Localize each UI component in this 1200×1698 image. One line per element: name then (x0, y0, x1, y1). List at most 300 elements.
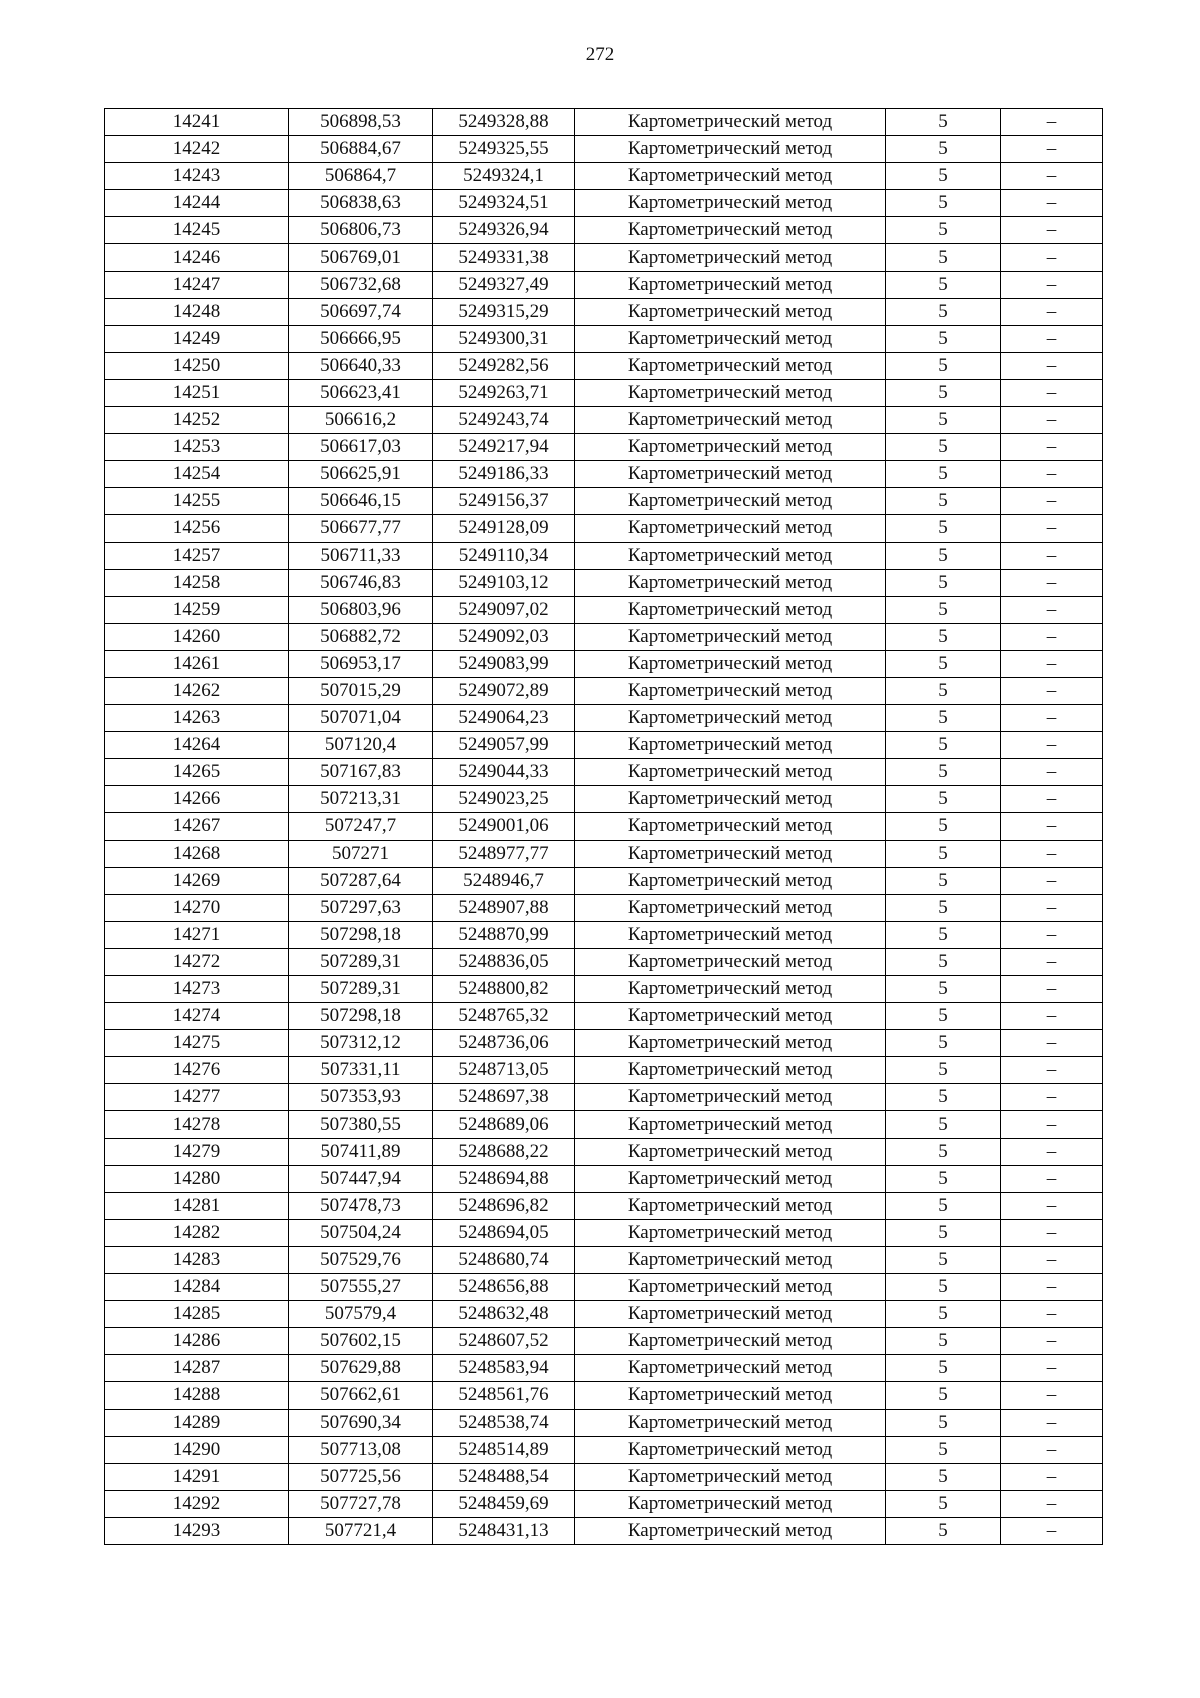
accuracy-cell: 5 (886, 461, 1001, 488)
method-cell: Картометрический метод (575, 1409, 886, 1436)
y-coordinate-cell: 5249315,29 (433, 298, 575, 325)
table-row (105, 379, 1103, 406)
accuracy-cell: 5 (886, 1057, 1001, 1084)
note-cell: – (1001, 163, 1103, 190)
accuracy-cell: 5 (886, 867, 1001, 894)
note-cell: – (1001, 1355, 1103, 1382)
note-cell: – (1001, 786, 1103, 813)
accuracy-cell: 5 (886, 379, 1001, 406)
accuracy-cell: 5 (886, 1084, 1001, 1111)
x-coordinate-cell: 507725,56 (289, 1463, 433, 1490)
point-number-cell: 14265 (105, 759, 289, 786)
y-coordinate-cell: 5248836,05 (433, 948, 575, 975)
y-coordinate-cell: 5249243,74 (433, 407, 575, 434)
point-number-cell: 14293 (105, 1517, 289, 1544)
table-row (105, 921, 1103, 948)
table-row (105, 1409, 1103, 1436)
point-number-cell: 14276 (105, 1057, 289, 1084)
note-cell: – (1001, 190, 1103, 217)
x-coordinate-cell: 507629,88 (289, 1355, 433, 1382)
note-cell: – (1001, 948, 1103, 975)
y-coordinate-cell: 5248561,76 (433, 1382, 575, 1409)
method-cell: Картометрический метод (575, 569, 886, 596)
note-cell: – (1001, 1463, 1103, 1490)
y-coordinate-cell: 5249001,06 (433, 813, 575, 840)
method-cell: Картометрический метод (575, 1165, 886, 1192)
x-coordinate-cell: 507602,15 (289, 1328, 433, 1355)
method-cell: Картометрический метод (575, 298, 886, 325)
point-number-cell: 14259 (105, 596, 289, 623)
note-cell: – (1001, 867, 1103, 894)
table-row (105, 840, 1103, 867)
note-cell: – (1001, 840, 1103, 867)
accuracy-cell: 5 (886, 786, 1001, 813)
note-cell: – (1001, 461, 1103, 488)
point-number-cell: 14241 (105, 109, 289, 136)
table-row (105, 1111, 1103, 1138)
table-row (105, 407, 1103, 434)
y-coordinate-cell: 5249326,94 (433, 217, 575, 244)
table-row (105, 325, 1103, 352)
note-cell: – (1001, 623, 1103, 650)
accuracy-cell: 5 (886, 759, 1001, 786)
accuracy-cell: 5 (886, 1030, 1001, 1057)
point-number-cell: 14288 (105, 1382, 289, 1409)
accuracy-cell: 5 (886, 1328, 1001, 1355)
y-coordinate-cell: 5248680,74 (433, 1246, 575, 1273)
method-cell: Картометрический метод (575, 813, 886, 840)
x-coordinate-cell: 506898,53 (289, 109, 433, 136)
method-cell: Картометрический метод (575, 1301, 886, 1328)
accuracy-cell: 5 (886, 623, 1001, 650)
point-number-cell: 14258 (105, 569, 289, 596)
y-coordinate-cell: 5249072,89 (433, 677, 575, 704)
x-coordinate-cell: 507312,12 (289, 1030, 433, 1057)
method-cell: Картометрический метод (575, 596, 886, 623)
y-coordinate-cell: 5248697,38 (433, 1084, 575, 1111)
y-coordinate-cell: 5248907,88 (433, 894, 575, 921)
accuracy-cell: 5 (886, 190, 1001, 217)
accuracy-cell: 5 (886, 1246, 1001, 1273)
accuracy-cell: 5 (886, 650, 1001, 677)
accuracy-cell: 5 (886, 515, 1001, 542)
y-coordinate-cell: 5248946,7 (433, 867, 575, 894)
point-number-cell: 14287 (105, 1355, 289, 1382)
x-coordinate-cell: 507287,64 (289, 867, 433, 894)
y-coordinate-cell: 5248765,32 (433, 1003, 575, 1030)
method-cell: Картометрический метод (575, 515, 886, 542)
table-row (105, 1165, 1103, 1192)
page-number: 272 (585, 44, 615, 65)
method-cell: Картометрический метод (575, 163, 886, 190)
table-row (105, 1246, 1103, 1273)
table-row (105, 1084, 1103, 1111)
accuracy-cell: 5 (886, 1219, 1001, 1246)
accuracy-cell: 5 (886, 163, 1001, 190)
method-cell: Картометрический метод (575, 948, 886, 975)
note-cell: – (1001, 515, 1103, 542)
method-cell: Картометрический метод (575, 759, 886, 786)
accuracy-cell: 5 (886, 705, 1001, 732)
table-row (105, 786, 1103, 813)
y-coordinate-cell: 5248431,13 (433, 1517, 575, 1544)
x-coordinate-cell: 506732,68 (289, 271, 433, 298)
x-coordinate-cell: 507015,29 (289, 677, 433, 704)
point-number-cell: 14264 (105, 732, 289, 759)
note-cell: – (1001, 1057, 1103, 1084)
point-number-cell: 14270 (105, 894, 289, 921)
y-coordinate-cell: 5248459,69 (433, 1490, 575, 1517)
note-cell: – (1001, 1246, 1103, 1273)
note-cell: – (1001, 407, 1103, 434)
x-coordinate-cell: 506711,33 (289, 542, 433, 569)
note-cell: – (1001, 705, 1103, 732)
y-coordinate-cell: 5248488,54 (433, 1463, 575, 1490)
method-cell: Картометрический метод (575, 136, 886, 163)
y-coordinate-cell: 5248607,52 (433, 1328, 575, 1355)
table-row (105, 136, 1103, 163)
point-number-cell: 14275 (105, 1030, 289, 1057)
point-number-cell: 14292 (105, 1490, 289, 1517)
x-coordinate-cell: 506677,77 (289, 515, 433, 542)
method-cell: Картометрический метод (575, 921, 886, 948)
note-cell: – (1001, 1003, 1103, 1030)
accuracy-cell: 5 (886, 1409, 1001, 1436)
method-cell: Картометрический метод (575, 840, 886, 867)
x-coordinate-cell: 507213,31 (289, 786, 433, 813)
x-coordinate-cell: 507411,89 (289, 1138, 433, 1165)
x-coordinate-cell: 506623,41 (289, 379, 433, 406)
y-coordinate-cell: 5248694,05 (433, 1219, 575, 1246)
point-number-cell: 14284 (105, 1274, 289, 1301)
method-cell: Картометрический метод (575, 244, 886, 271)
x-coordinate-cell: 507478,73 (289, 1192, 433, 1219)
method-cell: Картометрический метод (575, 786, 886, 813)
method-cell: Картометрический метод (575, 1111, 886, 1138)
y-coordinate-cell: 5249128,09 (433, 515, 575, 542)
y-coordinate-cell: 5249110,34 (433, 542, 575, 569)
accuracy-cell: 5 (886, 1192, 1001, 1219)
method-cell: Картометрический метод (575, 407, 886, 434)
table-row (105, 894, 1103, 921)
accuracy-cell: 5 (886, 1003, 1001, 1030)
y-coordinate-cell: 5249097,02 (433, 596, 575, 623)
y-coordinate-cell: 5248800,82 (433, 976, 575, 1003)
x-coordinate-cell: 507713,08 (289, 1436, 433, 1463)
x-coordinate-cell: 507071,04 (289, 705, 433, 732)
table-row (105, 759, 1103, 786)
y-coordinate-cell: 5248696,82 (433, 1192, 575, 1219)
x-coordinate-cell: 507579,4 (289, 1301, 433, 1328)
x-coordinate-cell: 507298,18 (289, 1003, 433, 1030)
table-row (105, 677, 1103, 704)
point-number-cell: 14261 (105, 650, 289, 677)
accuracy-cell: 5 (886, 1355, 1001, 1382)
method-cell: Картометрический метод (575, 271, 886, 298)
x-coordinate-cell: 506616,2 (289, 407, 433, 434)
accuracy-cell: 5 (886, 596, 1001, 623)
point-number-cell: 14278 (105, 1111, 289, 1138)
y-coordinate-cell: 5248688,22 (433, 1138, 575, 1165)
method-cell: Картометрический метод (575, 1328, 886, 1355)
x-coordinate-cell: 506864,7 (289, 163, 433, 190)
x-coordinate-cell: 506697,74 (289, 298, 433, 325)
method-cell: Картометрический метод (575, 1030, 886, 1057)
note-cell: – (1001, 1192, 1103, 1219)
point-number-cell: 14277 (105, 1084, 289, 1111)
x-coordinate-cell: 506838,63 (289, 190, 433, 217)
accuracy-cell: 5 (886, 1274, 1001, 1301)
table-row (105, 461, 1103, 488)
point-number-cell: 14274 (105, 1003, 289, 1030)
y-coordinate-cell: 5248632,48 (433, 1301, 575, 1328)
table-row (105, 1490, 1103, 1517)
table-row (105, 352, 1103, 379)
accuracy-cell: 5 (886, 407, 1001, 434)
note-cell: – (1001, 1030, 1103, 1057)
accuracy-cell: 5 (886, 109, 1001, 136)
x-coordinate-cell: 507289,31 (289, 948, 433, 975)
note-cell: – (1001, 325, 1103, 352)
accuracy-cell: 5 (886, 1138, 1001, 1165)
table-row (105, 515, 1103, 542)
note-cell: – (1001, 677, 1103, 704)
accuracy-cell: 5 (886, 948, 1001, 975)
method-cell: Картометрический метод (575, 461, 886, 488)
point-number-cell: 14245 (105, 217, 289, 244)
point-number-cell: 14254 (105, 461, 289, 488)
x-coordinate-cell: 507662,61 (289, 1382, 433, 1409)
note-cell: – (1001, 569, 1103, 596)
x-coordinate-cell: 506640,33 (289, 352, 433, 379)
table-row (105, 298, 1103, 325)
method-cell: Картометрический метод (575, 434, 886, 461)
x-coordinate-cell: 506882,72 (289, 623, 433, 650)
x-coordinate-cell: 507504,24 (289, 1219, 433, 1246)
method-cell: Картометрический метод (575, 894, 886, 921)
accuracy-cell: 5 (886, 1165, 1001, 1192)
point-number-cell: 14280 (105, 1165, 289, 1192)
method-cell: Картометрический метод (575, 1382, 886, 1409)
x-coordinate-cell: 507331,11 (289, 1057, 433, 1084)
note-cell: – (1001, 1328, 1103, 1355)
point-number-cell: 14251 (105, 379, 289, 406)
method-cell: Картометрический метод (575, 217, 886, 244)
y-coordinate-cell: 5249057,99 (433, 732, 575, 759)
y-coordinate-cell: 5248736,06 (433, 1030, 575, 1057)
point-number-cell: 14281 (105, 1192, 289, 1219)
accuracy-cell: 5 (886, 217, 1001, 244)
note-cell: – (1001, 813, 1103, 840)
method-cell: Картометрический метод (575, 1517, 886, 1544)
point-number-cell: 14247 (105, 271, 289, 298)
note-cell: – (1001, 542, 1103, 569)
point-number-cell: 14243 (105, 163, 289, 190)
y-coordinate-cell: 5249156,37 (433, 488, 575, 515)
note-cell: – (1001, 217, 1103, 244)
point-number-cell: 14252 (105, 407, 289, 434)
table-row (105, 217, 1103, 244)
note-cell: – (1001, 1138, 1103, 1165)
x-coordinate-cell: 506769,01 (289, 244, 433, 271)
note-cell: – (1001, 136, 1103, 163)
accuracy-cell: 5 (886, 677, 1001, 704)
x-coordinate-cell: 507167,83 (289, 759, 433, 786)
y-coordinate-cell: 5249092,03 (433, 623, 575, 650)
point-number-cell: 14286 (105, 1328, 289, 1355)
y-coordinate-cell: 5249064,23 (433, 705, 575, 732)
table-row (105, 650, 1103, 677)
y-coordinate-cell: 5249328,88 (433, 109, 575, 136)
note-cell: – (1001, 488, 1103, 515)
x-coordinate-cell: 507289,31 (289, 976, 433, 1003)
x-coordinate-cell: 507247,7 (289, 813, 433, 840)
point-number-cell: 14290 (105, 1436, 289, 1463)
table-row (105, 1301, 1103, 1328)
point-number-cell: 14256 (105, 515, 289, 542)
point-number-cell: 14269 (105, 867, 289, 894)
x-coordinate-cell: 507298,18 (289, 921, 433, 948)
y-coordinate-cell: 5249282,56 (433, 352, 575, 379)
y-coordinate-cell: 5249331,38 (433, 244, 575, 271)
accuracy-cell: 5 (886, 1382, 1001, 1409)
coordinates-table (104, 108, 1103, 1545)
x-coordinate-cell: 506666,95 (289, 325, 433, 352)
x-coordinate-cell: 507380,55 (289, 1111, 433, 1138)
method-cell: Картометрический метод (575, 109, 886, 136)
accuracy-cell: 5 (886, 1111, 1001, 1138)
table-row (105, 705, 1103, 732)
point-number-cell: 14291 (105, 1463, 289, 1490)
table-row (105, 1517, 1103, 1544)
table-row (105, 732, 1103, 759)
table-row (105, 244, 1103, 271)
point-number-cell: 14249 (105, 325, 289, 352)
point-number-cell: 14248 (105, 298, 289, 325)
note-cell: – (1001, 921, 1103, 948)
accuracy-cell: 5 (886, 136, 1001, 163)
accuracy-cell: 5 (886, 1301, 1001, 1328)
y-coordinate-cell: 5248713,05 (433, 1057, 575, 1084)
accuracy-cell: 5 (886, 352, 1001, 379)
method-cell: Картометрический метод (575, 1138, 886, 1165)
method-cell: Картометрический метод (575, 379, 886, 406)
point-number-cell: 14279 (105, 1138, 289, 1165)
table-row (105, 488, 1103, 515)
point-number-cell: 14246 (105, 244, 289, 271)
note-cell: – (1001, 1274, 1103, 1301)
point-number-cell: 14250 (105, 352, 289, 379)
note-cell: – (1001, 759, 1103, 786)
table-row (105, 1030, 1103, 1057)
x-coordinate-cell: 506953,17 (289, 650, 433, 677)
method-cell: Картометрический метод (575, 1463, 886, 1490)
x-coordinate-cell: 506746,83 (289, 569, 433, 596)
point-number-cell: 14272 (105, 948, 289, 975)
method-cell: Картометрический метод (575, 1057, 886, 1084)
y-coordinate-cell: 5248583,94 (433, 1355, 575, 1382)
table-row (105, 1219, 1103, 1246)
y-coordinate-cell: 5249300,31 (433, 325, 575, 352)
table-row (105, 1355, 1103, 1382)
method-cell: Картометрический метод (575, 488, 886, 515)
table-row (105, 948, 1103, 975)
point-number-cell: 14260 (105, 623, 289, 650)
method-cell: Картометрический метод (575, 732, 886, 759)
x-coordinate-cell: 506884,67 (289, 136, 433, 163)
point-number-cell: 14267 (105, 813, 289, 840)
point-number-cell: 14263 (105, 705, 289, 732)
note-cell: – (1001, 244, 1103, 271)
point-number-cell: 14242 (105, 136, 289, 163)
x-coordinate-cell: 506617,03 (289, 434, 433, 461)
note-cell: – (1001, 434, 1103, 461)
x-coordinate-cell: 507727,78 (289, 1490, 433, 1517)
x-coordinate-cell: 507555,27 (289, 1274, 433, 1301)
accuracy-cell: 5 (886, 244, 1001, 271)
note-cell: – (1001, 379, 1103, 406)
note-cell: – (1001, 1301, 1103, 1328)
y-coordinate-cell: 5249324,51 (433, 190, 575, 217)
table-row (105, 1436, 1103, 1463)
accuracy-cell: 5 (886, 894, 1001, 921)
note-cell: – (1001, 894, 1103, 921)
x-coordinate-cell: 506806,73 (289, 217, 433, 244)
method-cell: Картометрический метод (575, 1084, 886, 1111)
table-row (105, 163, 1103, 190)
accuracy-cell: 5 (886, 921, 1001, 948)
note-cell: – (1001, 1409, 1103, 1436)
note-cell: – (1001, 1111, 1103, 1138)
point-number-cell: 14255 (105, 488, 289, 515)
table-row (105, 109, 1103, 136)
table-row (105, 271, 1103, 298)
x-coordinate-cell: 507353,93 (289, 1084, 433, 1111)
method-cell: Картометрический метод (575, 1490, 886, 1517)
y-coordinate-cell: 5249325,55 (433, 136, 575, 163)
y-coordinate-cell: 5248977,77 (433, 840, 575, 867)
y-coordinate-cell: 5248870,99 (433, 921, 575, 948)
note-cell: – (1001, 352, 1103, 379)
method-cell: Картометрический метод (575, 976, 886, 1003)
x-coordinate-cell: 506625,91 (289, 461, 433, 488)
accuracy-cell: 5 (886, 840, 1001, 867)
accuracy-cell: 5 (886, 542, 1001, 569)
y-coordinate-cell: 5249023,25 (433, 786, 575, 813)
y-coordinate-cell: 5249324,1 (433, 163, 575, 190)
method-cell: Картометрический метод (575, 650, 886, 677)
table-row (105, 569, 1103, 596)
table-row (105, 1003, 1103, 1030)
y-coordinate-cell: 5249083,99 (433, 650, 575, 677)
x-coordinate-cell: 506646,15 (289, 488, 433, 515)
x-coordinate-cell: 507271 (289, 840, 433, 867)
note-cell: – (1001, 1436, 1103, 1463)
y-coordinate-cell: 5249186,33 (433, 461, 575, 488)
x-coordinate-cell: 507447,94 (289, 1165, 433, 1192)
table-row (105, 976, 1103, 1003)
point-number-cell: 14253 (105, 434, 289, 461)
table-row (105, 1463, 1103, 1490)
method-cell: Картометрический метод (575, 190, 886, 217)
y-coordinate-cell: 5249263,71 (433, 379, 575, 406)
y-coordinate-cell: 5249217,94 (433, 434, 575, 461)
table-row (105, 813, 1103, 840)
method-cell: Картометрический метод (575, 1436, 886, 1463)
y-coordinate-cell: 5248514,89 (433, 1436, 575, 1463)
accuracy-cell: 5 (886, 298, 1001, 325)
x-coordinate-cell: 507297,63 (289, 894, 433, 921)
